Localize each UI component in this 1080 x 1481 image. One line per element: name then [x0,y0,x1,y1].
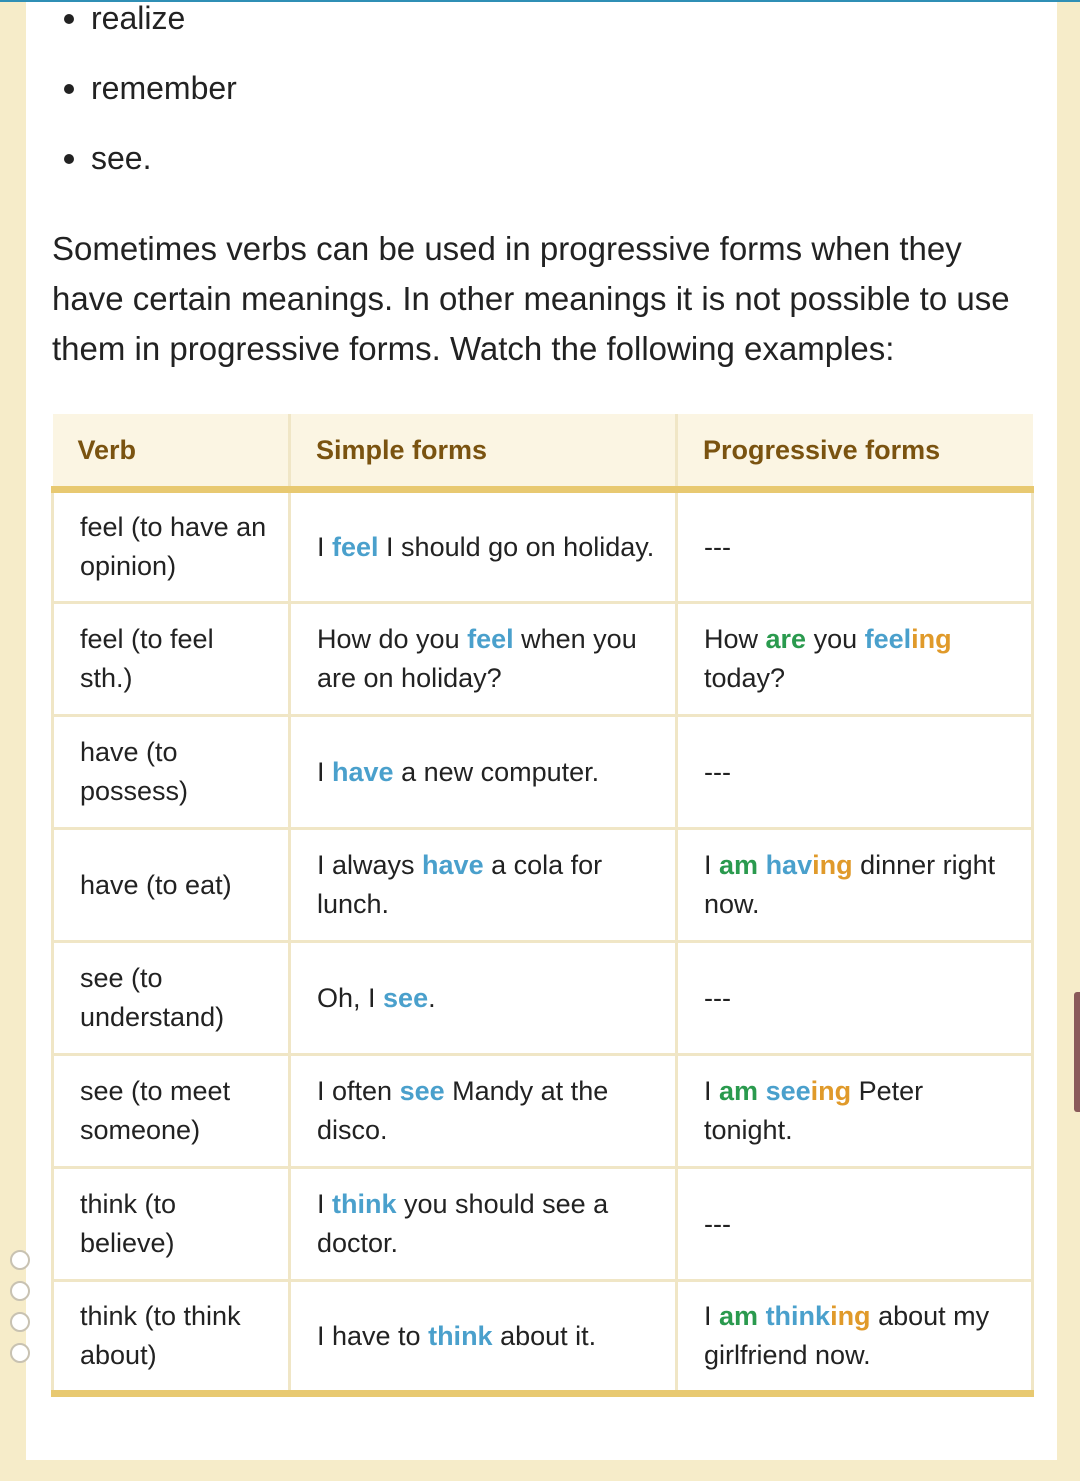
progressive-form-cell [677,1055,1033,1168]
sentence-text: I [704,850,720,880]
verb-cell: have (to possess) [53,716,290,829]
verb-cell: feel (to feel sth.) [53,603,290,716]
column-header-verb: Verb [53,414,290,490]
sentence-text: I should go on holiday. [378,531,655,562]
bullet-icon [64,154,74,164]
sentence-text: --- [704,756,731,787]
indicator-dot[interactable] [10,1343,30,1363]
sentence-text: when you are on holiday? [317,624,637,693]
column-header-simple-forms: Simple forms [290,414,677,490]
simple-form-cell [290,829,677,942]
highlighted-word: think [428,1320,493,1351]
sentence-text: --- [704,531,731,562]
progressive-form-cell [677,603,1033,716]
simple-form-cell [290,1281,677,1394]
verb-cell: have (to eat) [53,829,290,942]
highlighted-word: feel [864,624,912,654]
table-row [53,490,1033,603]
simple-form-cell [290,603,677,716]
column-header-progressive-forms: Progressive forms [677,414,1033,490]
indicator-dot[interactable] [10,1250,30,1270]
page-indicator-dots [10,1250,30,1374]
sentence-text: I [317,531,333,562]
sentence-text: you should see a doctor. [317,1189,609,1258]
intro-paragraph: Sometimes verbs can be used in progressive forms when they have certain meanings. In other meanings it is not possible to use them in progressive forms. Watch the following examples: [52,230,1010,367]
sentence-text: you [806,624,865,654]
table-row [53,1168,1033,1281]
sentence-text: today? [704,663,786,693]
highlighted-word: see [383,982,429,1013]
simple-form-cell [290,942,677,1055]
highlighted-word: see [399,1076,445,1106]
table-row [53,829,1033,942]
sentence-text: Peter tonight. [704,1076,924,1145]
simple-form-cell [290,490,677,603]
sentence-text: I have to [317,1320,429,1351]
sentence-text: I [317,1189,333,1219]
highlighted-word: ing [911,624,952,654]
highlighted-word: feel [467,624,514,654]
sentence-text: How [704,624,766,654]
progressive-form-cell [677,942,1033,1055]
sentence-text [758,1301,766,1331]
list-item [60,68,237,138]
sentence-text: I [704,1076,720,1106]
list-item [60,0,237,68]
sentence-text: dinner right now. [704,850,996,919]
highlighted-word: am [719,1301,759,1331]
highlighted-word: am [719,1076,759,1106]
highlighted-word: have [422,850,484,880]
sentence-text [758,850,766,880]
list-item-text: remember [91,70,237,106]
highlighted-word: hav [765,850,813,880]
progressive-form-cell [677,490,1033,603]
sentence-text: Oh, I [317,982,384,1013]
sentence-text: I always [317,850,423,880]
indicator-dot[interactable] [10,1281,30,1301]
verb-bullet-list [60,0,237,208]
list-item [60,138,237,208]
indicator-dot[interactable] [10,1312,30,1332]
sentence-text: a new computer. [393,756,600,787]
progressive-form-cell [677,1281,1033,1394]
highlighted-word: have [332,756,394,787]
table-row [53,1055,1033,1168]
verb-cell: think (to think about) [53,1281,290,1394]
highlighted-word: ing [810,1076,852,1106]
table-row [53,942,1033,1055]
sentence-text: How do you [317,624,468,654]
highlighted-word: ing [812,850,853,880]
highlighted-word: am [719,850,759,880]
table-row [53,716,1033,829]
sentence-text: . [428,982,436,1013]
sentence-text: I often [317,1076,400,1106]
highlighted-word: think [332,1189,397,1219]
highlighted-word: ing [830,1301,871,1331]
highlighted-word: see [765,1076,811,1106]
bullet-icon [64,14,74,24]
list-item-text: see. [91,140,152,176]
verb-cell: think (to believe) [53,1168,290,1281]
sentence-text: --- [704,982,731,1013]
table-header-row [53,414,1033,490]
highlighted-word: are [765,624,807,654]
bullet-icon [64,84,74,94]
sentence-text: --- [704,1208,731,1239]
table-row [53,603,1033,716]
progressive-form-cell [677,716,1033,829]
verb-cell: feel (to have an opinion) [53,490,290,603]
sentence-text: about it. [492,1320,597,1351]
sentence-text: Mandy at the disco. [317,1076,609,1145]
table-body [53,490,1033,1394]
sentence-text: a cola for lunch. [317,850,603,919]
simple-form-cell [290,716,677,829]
scroll-handle[interactable] [1074,992,1080,1112]
sentence-text: I [317,756,333,787]
progressive-form-cell [677,829,1033,942]
sentence-text: I [704,1301,720,1331]
highlighted-word: feel [332,531,379,562]
verb-cell: see (to meet someone) [53,1055,290,1168]
list-item-text: realize [91,0,186,36]
progressive-form-cell [677,1168,1033,1281]
highlighted-word: think [765,1301,831,1331]
verb-forms-table [51,414,1034,1397]
simple-form-cell [290,1168,677,1281]
simple-form-cell [290,1055,677,1168]
table-row [53,1281,1033,1394]
sentence-text: about my girlfriend now. [704,1301,990,1370]
sentence-text [758,1076,766,1106]
verb-cell: see (to understand) [53,942,290,1055]
